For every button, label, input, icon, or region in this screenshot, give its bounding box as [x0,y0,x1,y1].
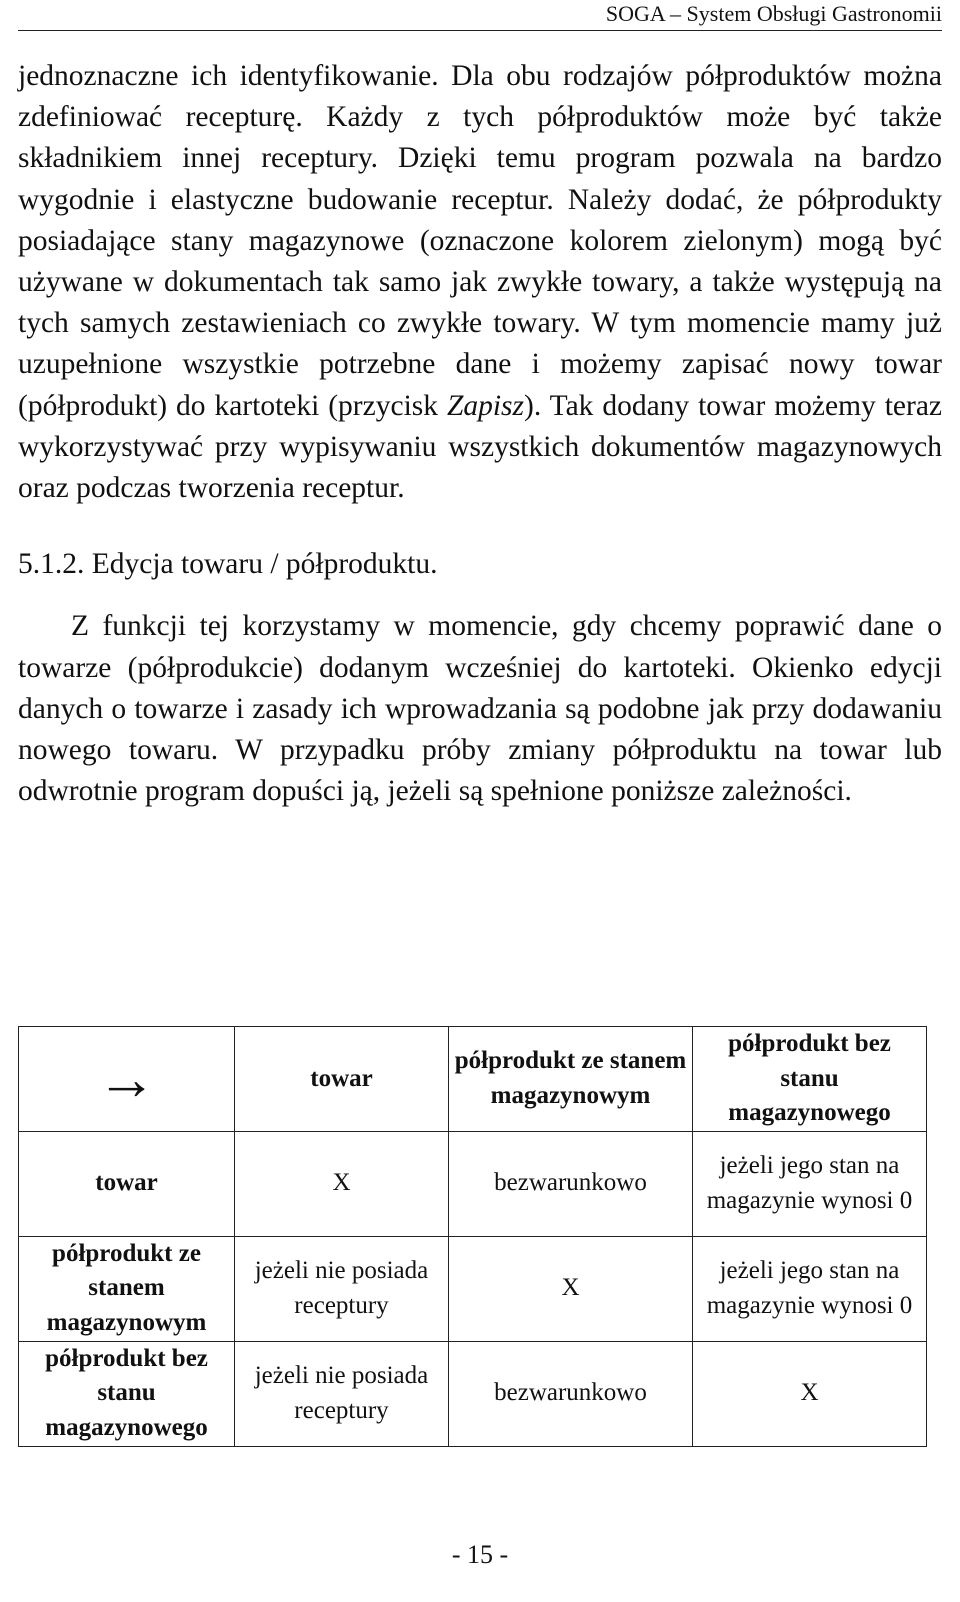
page-header [18,0,942,31]
table-row [19,1341,927,1446]
column-header: półprodukt ze stanem magazynowym [449,1027,693,1132]
table-row [19,1131,927,1236]
paragraph-1-button-name: Zapisz [446,389,525,422]
paragraph-1-part-3: ). Tak dodany towar możemy teraz wykorzystywać przy wypisywaniu wszystkich dokumentów magazynowych oraz podczas tworzenia receptur. [18,389,943,505]
table-cell: jeżeli nie posiada receptury [235,1236,449,1341]
table-header-row [19,1027,927,1132]
table-corner-cell [19,1027,235,1132]
table-row [19,1236,927,1341]
section-heading: 5.1.2. Edycja towaru / półproduktu. [18,548,438,581]
paragraph-1-part-1: jednoznaczne ich identyfikowanie. Dla obu rodzajów półproduktów można zdefiniować recepturę. Każdy z tych półproduktów może być także składnikiem innej receptury. Dzięki temu program pozwala na bardzo wygodnie i elastyczne budowanie receptur. Należy dodać, że półprodukty posiadające stany magazynowe (oznaczone kolorem zielonym) mogą być używane w dokumentach tak samo jak zwykłe towary, a także występują na tych samych zestawieniach co zwykłe towary. W tym momencie mamy już uzupełnione wszystkie potrzebne dane i możemy zapisać nowy towar (półprodukt) do kartoteki (przycisk [18,60,942,422]
document-body [18,56,942,812]
paragraph-1 [18,56,942,509]
table-cell: jeżeli jego stan na magazynie wynosi 0 [693,1236,927,1341]
table-cell: X [235,1131,449,1236]
column-header: półprodukt bez stanu magazynowego [693,1027,927,1132]
column-header: towar [235,1027,449,1132]
header-title: SOGA – System Obsługi Gastronomii [605,1,942,26]
page-number: - 15 - [451,1540,509,1569]
paragraph-2: Z funkcji tej korzystamy w momencie, gdy chcemy poprawić dane o towarze (półprodukcie) dodanym wcześniej do kartoteki. Okienko edycji danych o towarze i zasady ich wprowadzania są podobne jak przy dodawaniu nowego towaru. W przypadku próby zmiany półproduktu na towar lub odwrotnie program dopuści ją, jeżeli są spełnione poniższe zależności. [18,610,942,808]
table-cell: bezwarunkowo [449,1341,693,1446]
table-cell: bezwarunkowo [449,1131,693,1236]
table-cell: jeżeli jego stan na magazynie wynosi 0 [693,1131,927,1236]
row-header: półprodukt bez stanu magazynowego [19,1341,235,1446]
row-header: towar [19,1131,235,1236]
table-cell: X [693,1341,927,1446]
table-cell: jeżeli nie posiada receptury [235,1341,449,1446]
table-cell: X [449,1236,693,1341]
conversion-table [18,1026,927,1447]
arrow-right-icon: → [96,1045,157,1112]
row-header: półprodukt ze stanem magazynowym [19,1236,235,1341]
